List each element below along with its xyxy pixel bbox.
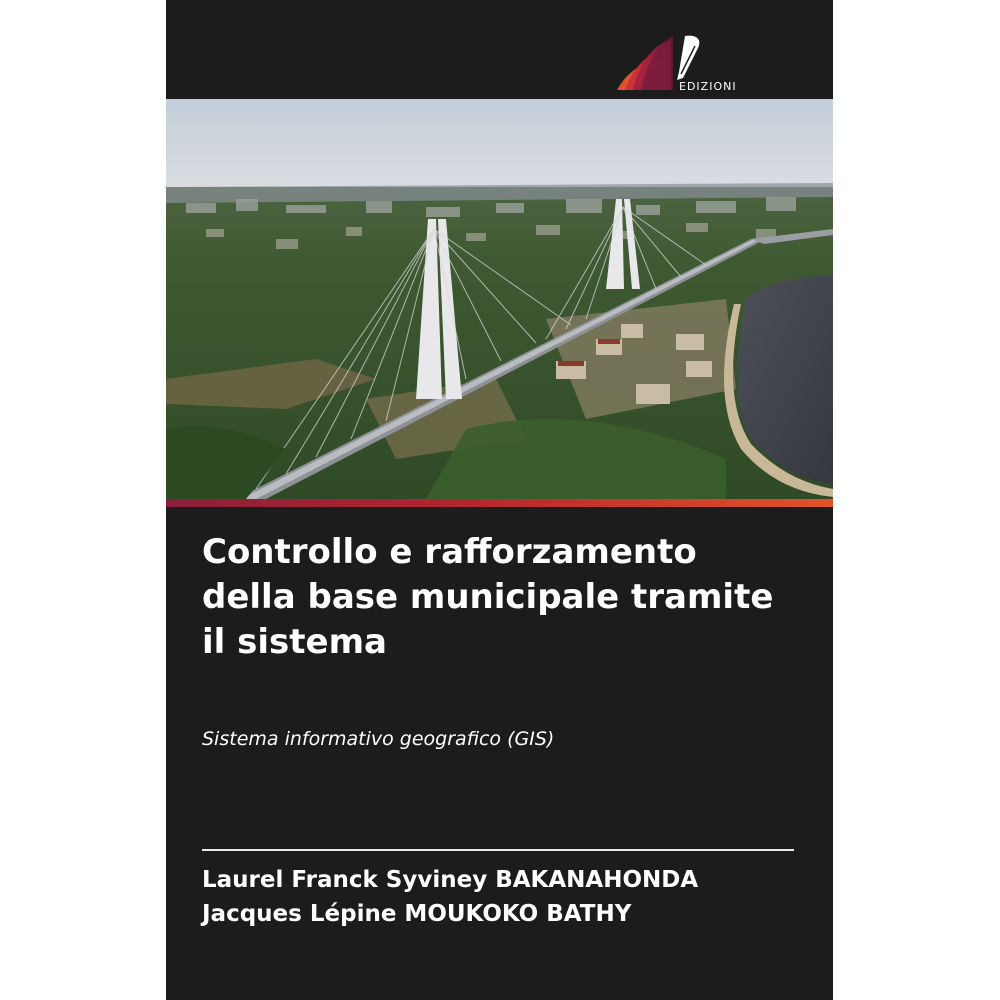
book-title: Controllo e rafforzamento della base municipale tramite il sistema bbox=[202, 532, 774, 662]
author-name: Laurel Franck Syviney BAKANAHONDA bbox=[202, 867, 699, 893]
author-name: Jacques Lépine MOUKOKO BATHY bbox=[202, 901, 632, 927]
cover-photo-bridge bbox=[166, 99, 833, 499]
publisher-imprint: EDIZIONI bbox=[679, 80, 737, 93]
book-subtitle: Sistema informativo geografico (GIS) bbox=[202, 728, 555, 750]
book-cover bbox=[166, 0, 833, 1000]
accent-stripe bbox=[166, 499, 833, 507]
divider bbox=[202, 849, 794, 851]
